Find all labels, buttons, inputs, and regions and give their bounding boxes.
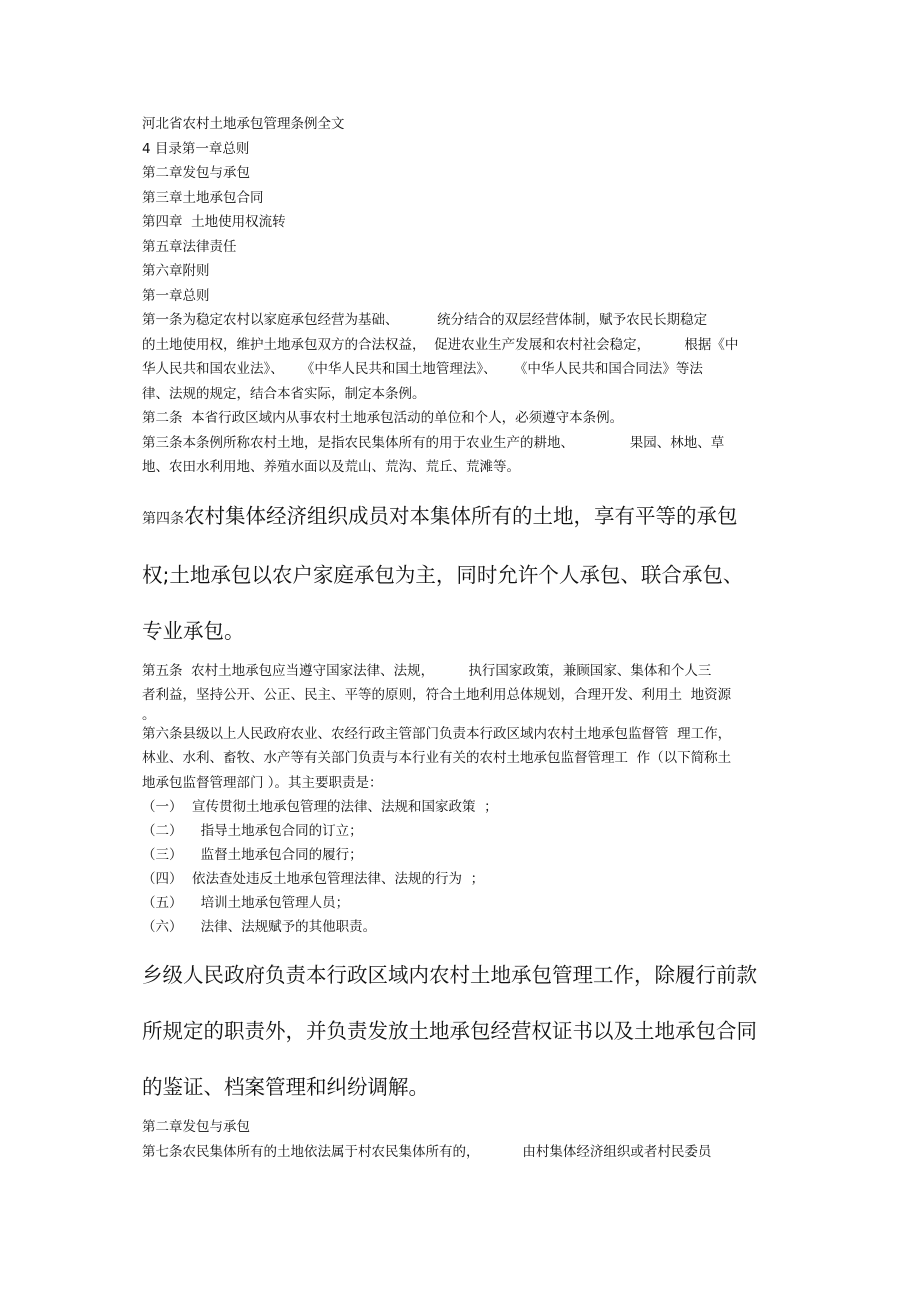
list-item: （三） 监督土地承包合同的履行； [142, 847, 363, 863]
list-item: （二） 指导土地承包合同的订立； [142, 823, 363, 839]
article-1 [142, 308, 782, 406]
toc-item: 第六章附则 [142, 263, 210, 279]
article-7: 第七条农民集体所有的土地依法属于村农民集体所有的， 由村集体经济组织或者村民委员 [142, 1143, 712, 1160]
list-item: （五） 培训土地承包管理人员； [142, 895, 350, 911]
article-5 [142, 659, 782, 722]
text-line: 权;土地承包以农户家庭承包为主，同时允许个人承包、联合承包、 [142, 562, 744, 587]
text-line: 地承包监督管理部门 ）。其主要职责是： [142, 774, 383, 791]
text-line: 。 [142, 706, 156, 723]
document-title: 河北省农村土地承包管理条例全文 [142, 116, 345, 132]
toc-item: 第四章 土地使用权流转 [142, 214, 286, 230]
article-3 [142, 431, 782, 480]
list-item: （四） 依法查处违反土地承包管理法律、法规的行为 ； [142, 871, 485, 887]
chapter-heading: 第二章发包与承包 [142, 1119, 250, 1135]
text-line: 第五条 农村土地承包应当遵守国家法律、法规， 执行国家政策，兼顾国家、集体和个人三 [142, 662, 712, 679]
article-2: 第二条 本省行政区域内从事农村土地承包活动的单位和个人，必须遵守本条例。 [142, 410, 624, 426]
table-of-contents [142, 137, 782, 284]
text-line: 所规定的职责外，并负责发放土地承包经营权证书以及土地承包合同 [142, 1019, 757, 1043]
toc-item: 第三章土地承包合同 [142, 189, 264, 206]
text-line: 的鉴证、档案管理和纠纷调解。 [142, 1075, 429, 1099]
township-paragraph [142, 947, 782, 1115]
document-page [142, 112, 782, 1164]
text-line: 者利益，坚持公开、公正、民主、平等的原则，符合土地利用总体规划，合理开发、利用土 地资源 [142, 687, 732, 703]
list-item: （一） 宣传贯彻土地承包管理的法律、法规和国家政策 ； [142, 799, 498, 815]
text-line: 华人民共和国农业法》、 《中华人民共和国土地管理法》、 《中华人民共和国合同法》等法 [142, 361, 703, 377]
text-line: 专业承包。 [142, 618, 245, 643]
text-line: 的土地使用权，维护土地承包双方的合法权益， 促进农业生产发展和农村社会稳定， 根据《中 [142, 336, 739, 353]
text-line: 第三条本条例所称农村土地，是指农民集体所有的用于农业生产的耕地、 果园、林地、草 [142, 434, 725, 451]
article-6 [142, 722, 782, 796]
chapter-heading: 第一章总则 [142, 287, 210, 304]
duties-list [142, 795, 782, 939]
article-4 [142, 488, 782, 659]
text-line: 第一条为稳定农村以家庭承包经营为基础、 统分结合的双层经营体制，赋予农民长期稳定 [142, 312, 708, 328]
list-item: （六） 法律、法规赋予的其他职责。 [142, 919, 377, 935]
text-line: 第六条县级以上人民政府农业、农经行政主管部门负责本行政区域内农村土地承包监督管 理工作， [142, 725, 732, 742]
text-line: 第四条农村集体经济组织成员对本集体所有的土地，享有平等的承包 [142, 503, 738, 528]
text-line: 林业、水利、畜牧、水产等有关部门负责与本行业有关的农村土地承包监督管理工 作（以下简称土 [142, 750, 732, 766]
toc-item: 4 目录第一章总则 [142, 140, 250, 157]
toc-item: 第五章法律责任 [142, 238, 237, 255]
article-label: 第四条 [142, 510, 184, 527]
text-line: 律、法规的规定，结合本省实际，制定本条例。 [142, 385, 426, 402]
text-line: 地、农田水利用地、养殖水面以及荒山、荒沟、荒丘、荒滩等。 [142, 459, 520, 475]
toc-item: 第二章发包与承包 [142, 165, 250, 181]
text-line: 乡级人民政府负责本行政区域内农村土地承包管理工作，除履行前款 [142, 963, 757, 987]
